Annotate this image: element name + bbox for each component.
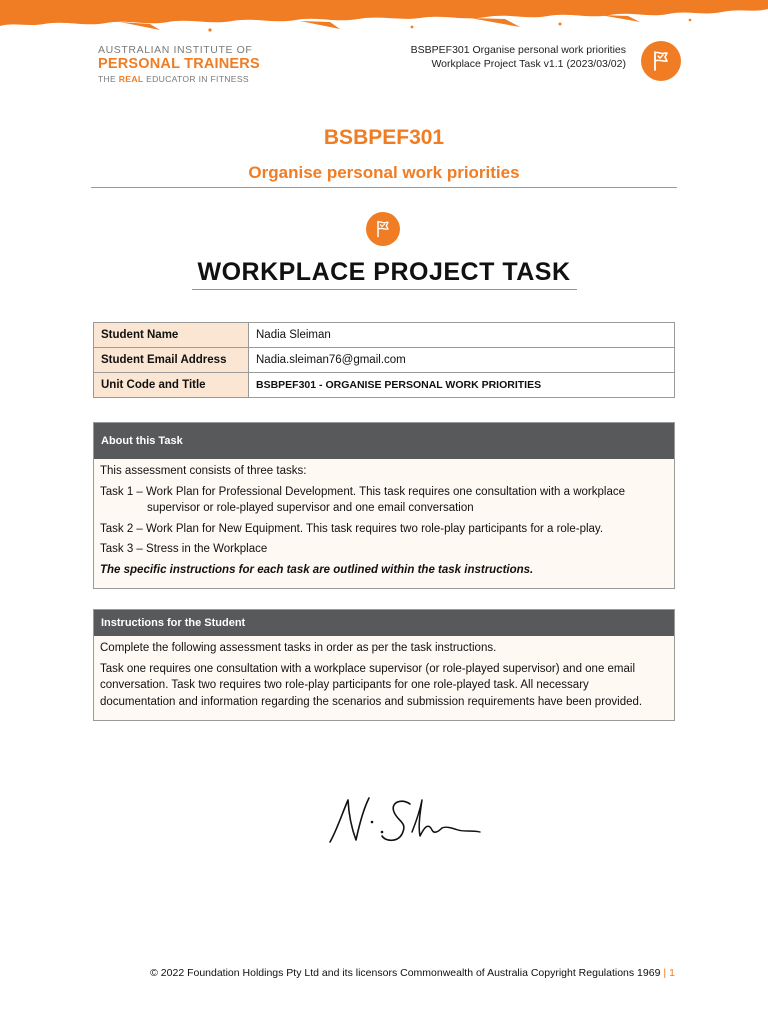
- student-name-label: Student Name: [94, 323, 249, 348]
- instructions-panel: [93, 609, 675, 721]
- student-name-value: Nadia Sleiman: [249, 323, 675, 348]
- unit-title-label: Unit Code and Title: [94, 373, 249, 398]
- logo-tagline: [98, 73, 278, 85]
- instructions-body: [94, 636, 674, 720]
- unit-name-heading: Organise personal work priorities: [248, 163, 520, 182]
- about-task-body: [94, 459, 674, 588]
- footer-copyright: © 2022 Foundation Holdings Pty Ltd and its licensors Commonwealth of Australia Copyright Regulations 1969: [150, 967, 661, 979]
- student-email-label: Student Email Address: [94, 348, 249, 373]
- table-row: [94, 373, 675, 398]
- unit-title-value: BSBPEF301 - ORGANISE PERSONAL WORK PRIORITIES: [249, 373, 675, 398]
- task-3-description: Task 3 – Stress in the Workplace: [100, 543, 268, 555]
- document-reference: [411, 43, 626, 71]
- instructions-paragraph-2: [100, 661, 668, 711]
- about-task-note: The specific instructions for each task are outlined within the task instructions.: [100, 563, 534, 576]
- task-1-line-2: supervisor or role-played supervisor and one email conversation: [147, 502, 474, 514]
- task-2-description: Task 2 – Work Plan for New Equipment. This task requires two role-play participants for a role-play.: [100, 522, 604, 535]
- logo-line-2: PERSONAL TRAINERS: [98, 56, 260, 72]
- page-footer: [150, 967, 675, 979]
- about-task-panel: [93, 422, 675, 589]
- instructions-paragraph-2-line-3: documentation and information regarding the scenarios and submission requirements have been provided.: [100, 695, 643, 708]
- logo-line-1: AUSTRALIAN INSTITUTE OF: [98, 44, 253, 56]
- instructions-paragraph-2-line-1: Task one requires one consultation with a workplace supervisor (or role-played supervisor) and one email: [100, 662, 636, 675]
- student-signature: [322, 792, 487, 852]
- divider-rule: [91, 187, 677, 188]
- about-task-intro: This assessment consists of three tasks:: [100, 465, 307, 477]
- document-title: WORKPLACE PROJECT TASK: [197, 258, 571, 286]
- instructions-paragraph-1: Complete the following assessment tasks in order as per the task instructions.: [100, 642, 497, 654]
- table-row: [94, 348, 675, 373]
- document-reference-line-1: BSBPEF301 Organise personal work priorities: [410, 44, 626, 56]
- instructions-heading: Instructions for the Student: [94, 610, 674, 636]
- student-email-value: Nadia.sleiman76@gmail.com: [249, 348, 675, 373]
- header-brush-stroke: [0, 0, 768, 40]
- instructions-paragraph-2-line-2: conversation. Task two requires two role-play participants for one role-played task. All necessary: [100, 679, 589, 691]
- document-reference-line-2: Workplace Project Task v1.1 (2023/03/02): [431, 58, 626, 70]
- table-row: [94, 323, 675, 348]
- flag-icon: [366, 212, 400, 246]
- logo-tagline-prefix: THE: [98, 74, 117, 84]
- title-underline: [192, 289, 577, 290]
- flag-icon: [641, 41, 681, 81]
- page-number: 1: [669, 967, 675, 979]
- about-task-heading: About this Task: [94, 423, 674, 459]
- unit-code-heading: BSBPEF301: [323, 126, 445, 149]
- logo-tagline-suffix: EDUCATOR IN FITNESS: [146, 74, 249, 84]
- student-details-table: [93, 322, 675, 398]
- organisation-logo: [98, 44, 278, 85]
- task-1-line-1: Task 1 – Work Plan for Professional Development. This task requires one consultation with a workplace: [100, 485, 625, 498]
- logo-tagline-accent: REAL: [118, 74, 144, 84]
- footer-separator: |: [663, 967, 667, 979]
- task-1-description: [100, 484, 668, 517]
